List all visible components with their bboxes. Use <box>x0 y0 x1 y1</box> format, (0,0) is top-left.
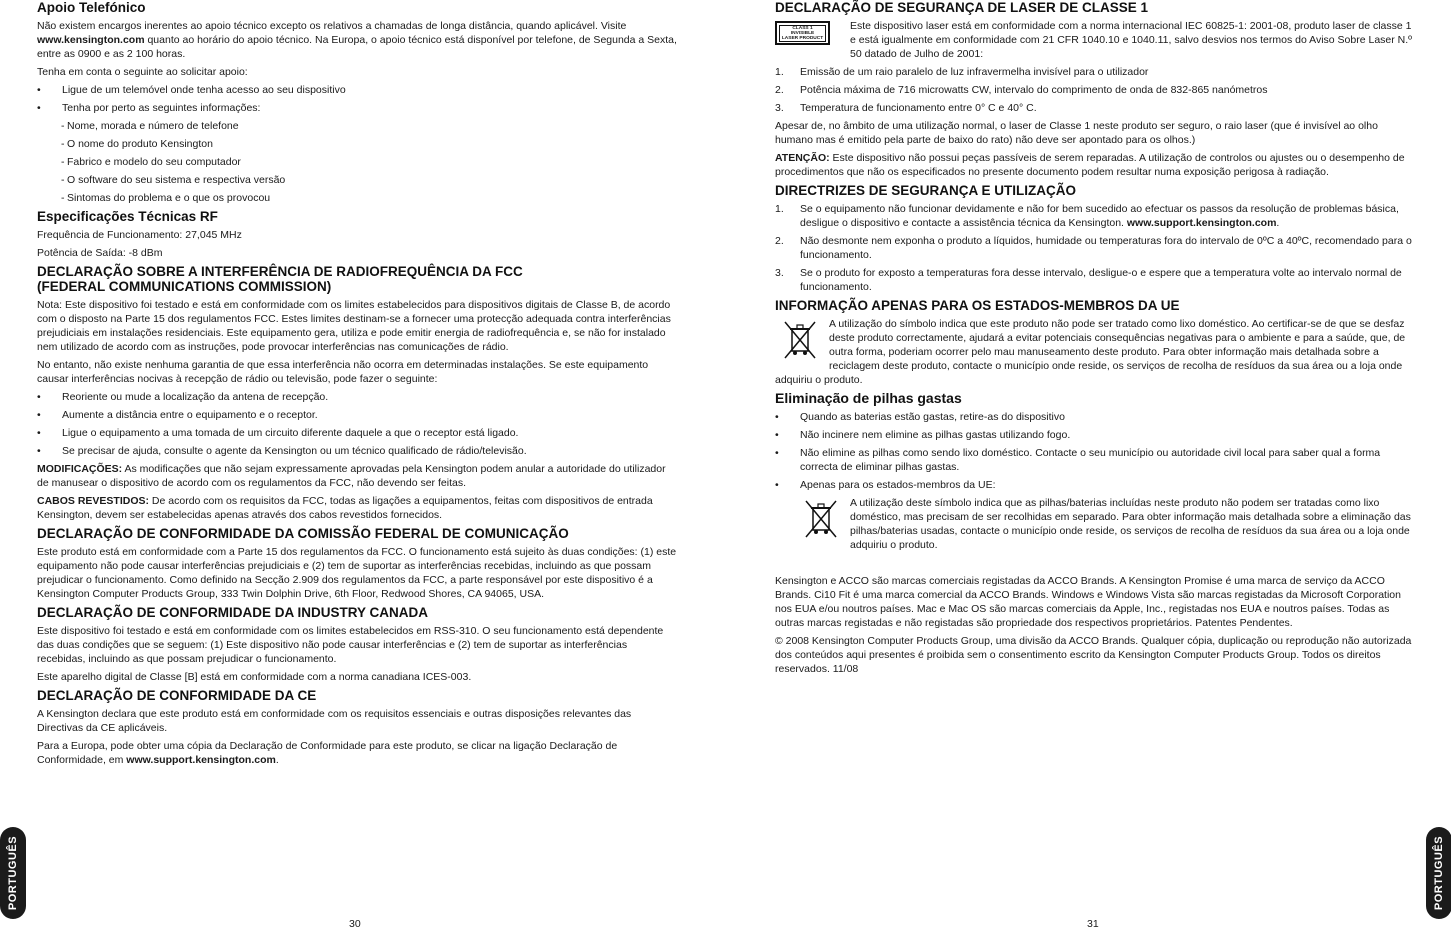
item-text: Se o produto for exposto a temperaturas fora desse intervalo, desligue-o e espere que a temperatura volte ao intervalo normal de funcionamento. <box>800 267 1402 293</box>
list-item <box>775 234 1415 262</box>
list-item: • Não elimine as pilhas como sendo lixo doméstico. Contacte o seu município ou autoridade civil local para saber qual a forma correcta de eliminar pilhas gastas. <box>775 446 1415 474</box>
language-tab-label: PORTUGUÊS <box>7 835 19 911</box>
language-tab-right <box>1426 827 1451 919</box>
ce-text-a: Para a Europa, pode obter uma cópia da Declaração de Conformidade para este produto, se clicar na ligação Declaração de Conformidade, em <box>37 740 618 766</box>
ce-paragraph-2 <box>37 739 677 767</box>
laser-label-text <box>779 25 826 42</box>
support-bullet-list <box>37 83 677 115</box>
fcc-title-line-1: DECLARAÇÃO SOBRE A INTERFERÊNCIA DE RADIOFREQUÊNCIA DA FCC <box>37 264 523 279</box>
cables-text: De acordo com os requisitos da FCC, todas as ligações a equipamentos, feitas com dispositivos de entrada Kensington, devem ser estabelecidas apenas através dos cabos revestidos fornecidos. <box>37 495 653 521</box>
safety-title: DIRECTRIZES DE SEGURANÇA E UTILIZAÇÃO <box>775 183 1077 198</box>
support-text-b: quanto ao horário do apoio técnico. Na Europa, o apoio técnico está disponível por telefone, de Segunda a Sexta, entre as 0900 e as 2 100 horas. <box>37 34 677 60</box>
language-tab-left <box>0 827 26 919</box>
canada-title: DECLARAÇÃO DE CONFORMIDADE DA INDUSTRY CANADA <box>37 605 428 620</box>
laser-statement <box>775 19 1415 65</box>
ce-text-b: . <box>275 754 279 766</box>
page-number-31: 31 <box>1087 918 1099 930</box>
fcc-paragraph-1: Nota: Este dispositivo foi testado e está em conformidade com os limites estabelecidos para dispositivos digitais de Classe B, de acordo com o disposto na Parte 15 dos regulamentos FCC. Estes limites destinam-se a fornecer uma protecção adequada contra interferências prejudiciais em instalações residenciais. Este equipamento gera, utiliza e pode emitir energia de radiofrequência e, se não for instalado nem utilizado de acordo com as instruções, pode provocar interferências nas comunicações de rádio. <box>37 299 671 353</box>
item-text: Não desmonte nem exponha o produto a líquidos, humidade ou temperaturas fora do intervalo de 0ºC a 40ºC, recomendado para o funcionamento. <box>800 235 1412 261</box>
ce-title: DECLARAÇÃO DE CONFORMIDADE DA CE <box>37 688 317 703</box>
list-item: • Se precisar de ajuda, consulte o agente da Kensington ou um técnico qualificado de rádio/televisão. <box>37 444 677 458</box>
cables-label: CABOS REVESTIDOS: <box>37 495 150 507</box>
safety-list <box>775 202 1415 294</box>
trademark-paragraph: Kensington e ACCO são marcas comerciais registadas da ACCO Brands. A Kensington Promise é uma marca de serviço da ACCO Brands. Ci10 Fit é uma marca comercial da ACCO Brands. Windows e Windows Vista são marcas registadas da Microsoft Corporation nos EUA e/ou noutros países. Mac e Mac OS são marcas comerciais da Apple, Inc., registadas nos EUA e noutros países. Todas as outras marcas registadas e não registadas são propriedade dos respectivos proprietários. Patentes Pendentes. <box>775 575 1401 629</box>
list-item: • Ligue o equipamento a uma tomada de um circuito diferente daquele a que o receptor está ligado. <box>37 426 677 440</box>
item-text: Emissão de um raio paralelo de luz infravermelha invisível para o utilizador <box>800 66 1149 78</box>
rf-frequency: Frequência de Funcionamento: 27,045 MHz <box>37 229 242 241</box>
crossed-bin-icon <box>780 317 820 363</box>
eu-paragraph: A utilização do símbolo indica que este produto não pode ser tratado como lixo doméstico. Ao certificar-se de que se desfaz deste produto correctamente, ajudará a evitar potenciais consequências negativas para o ambiente e para a saúde, que, de outra forma, poderiam ocorrer pelo mau manuseamento deste produto. Para obter informação mais detalhada sobre a reciclagem deste produto, contacte o município onde reside, os serviços de recolha de resíduos da sua área ou a loja onde adquiriu o produto. <box>775 318 1406 386</box>
copyright-paragraph: © 2008 Kensington Computer Products Group, uma divisão da ACCO Brands. Qualquer cópia, duplicação ou reprodução não autorizada dos conteúdos aqui presentes é proibida sem o consentimento escrito da Kensington Computer Products Group. Todos os direitos reservados. 11/08 <box>775 635 1412 675</box>
eu-statement <box>775 317 1415 387</box>
kensington-link[interactable]: www.kensington.com <box>37 34 145 46</box>
rf-title: Especificações Técnicas RF <box>37 209 218 224</box>
support-paragraph <box>37 19 677 61</box>
spacer <box>775 556 1415 574</box>
list-item: • Quando as baterias estão gastas, retire-as do dispositivo <box>775 410 1415 424</box>
laser-label-line: INVISIBLE <box>790 30 815 36</box>
item-number: 1. <box>775 66 784 78</box>
list-item <box>775 266 1415 294</box>
list-item: • Reoriente ou mude a localização da antena de recepção. <box>37 390 677 404</box>
item-number: 2. <box>775 84 784 96</box>
battery-list <box>775 410 1415 492</box>
attention-text: Este dispositivo não possui peças passíveis de serem reparadas. A utilização de controlos ou ajustes ou o desempenho de procedimentos que não os especificados no presente documento podem resultar numa exposição perigosa à radiação. <box>775 152 1405 178</box>
page-number-30: 30 <box>349 918 361 930</box>
laser-title: DECLARAÇÃO DE SEGURANÇA DE LASER DE CLASSE 1 <box>775 0 1149 15</box>
support-title: Apoio Telefónico <box>37 0 146 15</box>
fcc-title <box>37 264 677 294</box>
list-item: • Aumente a distância entre o equipamento e o receptor. <box>37 408 677 422</box>
fcc-paragraph-2: No entanto, não existe nenhuma garantia de que essa interferência não ocorra em determinadas instalações. Se este equipamento causar interferências nocivas à recepção de rádio ou televisão, pode fazer o seguinte: <box>37 359 649 385</box>
list-item: - O software do seu sistema e respectiva versão <box>37 173 677 187</box>
laser-label-line: LASER PRODUCT <box>781 36 824 42</box>
battery-title: Eliminação de pilhas gastas <box>775 390 962 406</box>
list-item: • Apenas para os estados-membros da UE: <box>775 478 1415 492</box>
fcc-title-line-2: (FEDERAL COMMUNICATIONS COMMISSION) <box>37 279 332 294</box>
laser-class-label-icon <box>775 21 830 45</box>
item-text: Potência máxima de 716 microwatts CW, intervalo do comprimento de onda de 832-865 nanómetros <box>800 84 1268 96</box>
fcc-conformity-title: DECLARAÇÃO DE CONFORMIDADE DA COMISSÃO FEDERAL DE COMUNICAÇÃO <box>37 526 569 541</box>
crossed-bin-icon <box>801 496 841 542</box>
battery-statement <box>775 496 1415 556</box>
rf-power: Potência de Saída: -8 dBm <box>37 247 163 259</box>
list-item: - Nome, morada e número de telefone <box>37 119 677 133</box>
item-text: Temperatura de funcionamento entre 0° C e 40° C. <box>800 102 1037 114</box>
laser-paragraph: Este dispositivo laser está em conformidade com a norma internacional IEC 60825-1: 2001-08, produto laser de classe 1 e está igualmente em conformidade com 21 CFR 1040.10 e 1040.11, salvo desvios nos termos do Aviso Sobre Laser N.º 50 datado de Julho de 2001: <box>850 20 1413 60</box>
item-text: . <box>1276 217 1280 229</box>
list-item <box>775 65 1415 79</box>
support-info-list <box>37 119 677 205</box>
item-number: 3. <box>775 267 784 279</box>
support-text-a: Não existem encargos inerentes ao apoio técnico excepto os relativos a chamadas de longa distância, quando aplicável. Visite <box>37 20 627 32</box>
canada-paragraph-2: Este aparelho digital de Classe [B] está em conformidade com a norma canadiana ICES-003. <box>37 671 472 683</box>
item-number: 2. <box>775 235 784 247</box>
canada-paragraph-1: Este dispositivo foi testado e está em conformidade com os limites estabelecidos em RSS-310. O seu funcionamento está dependente das duas condições que se seguem: (1) Este dispositivo não pode causar interferências e (2) tem de suportar as interferências recebidas, incluindo as que possam prejudicar o funcionamento. <box>37 625 664 665</box>
language-tab-label: PORTUGUÊS <box>1433 835 1445 911</box>
fcc-conformity-paragraph: Este produto está em conformidade com a Parte 15 dos regulamentos da FCC. O funcionamento está sujeito às duas condições: (1) este equipamento não pode causar interferências prejudiciais e (2) tem de suportar as interferências recebidas, incluindo as que possam prejudicar o funcionamento. Como definido na Secção 2.909 dos regulamentos da FCC, a parte responsável por este dispositivo é a Kensington Computer Products Group, 333 Twin Dolphin Drive, 6th Floor, Redwood Shores, CA 94065, USA. <box>37 546 677 600</box>
laser-label-line: CLASS 1 <box>792 25 813 31</box>
list-item: - Sintomas do problema e o que os provocou <box>37 191 677 205</box>
item-number: 1. <box>775 203 784 215</box>
cables-paragraph <box>37 494 677 522</box>
list-item <box>775 202 1415 230</box>
list-item: • Não incinere nem elimine as pilhas gastas utilizando fogo. <box>775 428 1415 442</box>
support-note: Tenha em conta o seguinte ao solicitar apoio: <box>37 66 248 78</box>
list-item: • Tenha por perto as seguintes informações: <box>37 101 677 115</box>
support-kensington-link[interactable]: www.support.kensington.com <box>1126 217 1277 229</box>
modifications-paragraph <box>37 462 677 490</box>
list-item: • Ligue de um telemóvel onde tenha acesso ao seu dispositivo <box>37 83 677 97</box>
laser-paragraph-2: Apesar de, no âmbito de uma utilização normal, o laser de Classe 1 neste produto ser seguro, o raio laser (que é invisível ao olho humano mas é emitido pela parte de baixo do rato) não deve ser apontado para os olhos.) <box>775 120 1378 146</box>
list-item: - Fabrico e modelo do seu computador <box>37 155 677 169</box>
eu-title: INFORMAÇÃO APENAS PARA OS ESTADOS-MEMBROS DA UE <box>775 298 1180 313</box>
attention-label: ATENÇÃO: <box>775 152 830 164</box>
support-kensington-link[interactable]: www.support.kensington.com <box>126 754 276 766</box>
modifications-text: As modificações que não sejam expressamente aprovadas pela Kensington podem anular a autoridade do utilizador de manusear o dispositivo de acordo com os regulamentos da FCC, não devendo ser feitas. <box>37 463 666 489</box>
list-item <box>775 101 1415 115</box>
attention-paragraph <box>775 151 1415 179</box>
page-30 <box>37 0 677 932</box>
battery-paragraph: A utilização deste símbolo indica que as pilhas/baterias incluídas neste produto não podem ser tratadas como lixo doméstico, mas precisam de ser recolhidas em separado. Para obter informação mais detalhada sobre a eliminação das pilhas/baterias usadas, contacte o município onde reside, os serviços de recolha de resíduos da sua área ou a loja onde adquiriu o produto. <box>850 497 1411 551</box>
item-number: 3. <box>775 102 784 114</box>
laser-list <box>775 65 1415 115</box>
page-31 <box>775 0 1415 932</box>
list-item: - O nome do produto Kensington <box>37 137 677 151</box>
modifications-label: MODIFICAÇÕES: <box>37 463 123 475</box>
list-item <box>775 83 1415 97</box>
ce-paragraph-1: A Kensington declara que este produto está em conformidade com os requisitos essenciais e outras disposições relevantes das Directivas da CE aplicáveis. <box>37 708 632 734</box>
fcc-bullet-list <box>37 390 677 458</box>
item-text: Se o equipamento não funcionar devidamente e não for bem sucedido ao efectuar os passos da resolução de problemas básica, desligue o dispositivo e contacte a assistência técnica da Kensington. <box>800 203 1399 229</box>
